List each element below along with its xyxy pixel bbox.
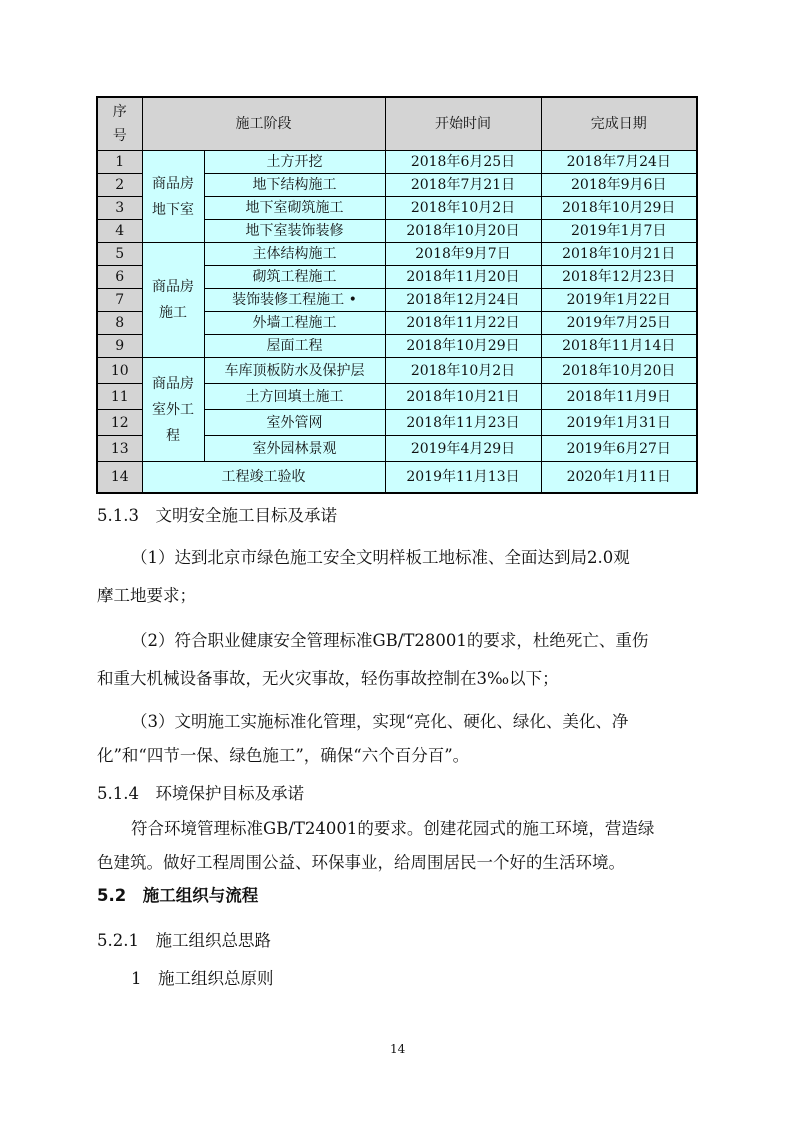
end-date: 2018年10月29日	[541, 197, 697, 220]
table-row	[97, 243, 697, 266]
row-number: 1	[97, 151, 142, 174]
end-date: 2019年7月25日	[541, 312, 697, 335]
paragraph: 化”和“四节一保、绿色施工”，确保“六个百分百”。	[97, 746, 470, 765]
group-cell: 商品房室外工程	[142, 358, 204, 462]
row-number: 4	[97, 220, 142, 243]
header-stage: 施工阶段	[142, 97, 385, 151]
row-number: 2	[97, 174, 142, 197]
row-number: 14	[97, 462, 142, 494]
schedule-table	[96, 96, 698, 494]
start-date: 2018年6月25日	[385, 151, 541, 174]
section-5-2: 5.2 施工组织与流程	[97, 886, 259, 905]
stage-cell: 地下室砌筑施工	[204, 197, 385, 220]
stage-cell: 地下结构施工	[204, 174, 385, 197]
end-date: 2018年9月6日	[541, 174, 697, 197]
start-date: 2018年7月21日	[385, 174, 541, 197]
end-date: 2018年12月23日	[541, 266, 697, 289]
section-5-1-3: 5.1.3 文明安全施工目标及承诺	[97, 506, 337, 525]
row-number: 10	[97, 358, 142, 384]
paragraph: 和重大机械设备事故，无火灾事故，轻伤事故控制在3‰以下；	[97, 669, 559, 688]
paragraph: （3）文明施工实施标准化管理，实现“亮化、硬化、绿化、美化、净	[131, 712, 629, 731]
start-date: 2018年10月2日	[385, 358, 541, 384]
stage-cell: 外墙工程施工	[204, 312, 385, 335]
start-date: 2018年10月20日	[385, 220, 541, 243]
stage-cell: 车库顶板防水及保护层	[204, 358, 385, 384]
end-date: 2020年1月11日	[541, 462, 697, 494]
start-date: 2018年10月2日	[385, 197, 541, 220]
row-number: 13	[97, 436, 142, 462]
start-date: 2018年9月7日	[385, 243, 541, 266]
end-date: 2019年1月31日	[541, 410, 697, 436]
paragraph: 色建筑。做好工程周围公益、环保事业，给周围居民一个好的生活环境。	[97, 853, 625, 872]
row-number: 11	[97, 384, 142, 410]
header-start: 开始时间	[385, 97, 541, 151]
start-date: 2018年11月23日	[385, 410, 541, 436]
end-date: 2018年11月14日	[541, 335, 697, 358]
paragraph: （1）达到北京市绿色施工安全文明样板工地标准、全面达到局2.0观	[131, 548, 630, 567]
stage-cell: 室外园林景观	[204, 436, 385, 462]
header-index: 序号	[97, 97, 142, 151]
row-number: 7	[97, 289, 142, 312]
table-row	[97, 462, 697, 494]
stage-cell: 砌筑工程施工	[204, 266, 385, 289]
paragraph: 摩工地要求；	[97, 586, 196, 605]
end-date: 2019年6月27日	[541, 436, 697, 462]
row-number: 3	[97, 197, 142, 220]
stage-cell: 屋面工程	[204, 335, 385, 358]
section-5-1-4: 5.1.4 环境保护目标及承诺	[97, 784, 304, 803]
start-date: 2018年10月21日	[385, 384, 541, 410]
stage-cell: 地下室装饰装修	[204, 220, 385, 243]
start-date: 2018年10月29日	[385, 335, 541, 358]
table-header	[97, 97, 697, 151]
row-number: 5	[97, 243, 142, 266]
start-date: 2018年12月24日	[385, 289, 541, 312]
table-row	[97, 358, 697, 384]
start-date: 2018年11月22日	[385, 312, 541, 335]
end-date: 2019年1月22日	[541, 289, 697, 312]
end-date: 2018年7月24日	[541, 151, 697, 174]
header-end: 完成日期	[541, 97, 697, 151]
paragraph: 符合环境管理标准GB/T24001的要求。创建花园式的施工环境，营造绿	[131, 819, 655, 838]
stage-cell: 土方开挖	[204, 151, 385, 174]
stage-cell: 土方回填土施工	[204, 384, 385, 410]
end-date: 2019年1月7日	[541, 220, 697, 243]
stage-cell: 装饰装修工程施工 •	[204, 289, 385, 312]
row-number: 8	[97, 312, 142, 335]
page-number: 14	[390, 1042, 406, 1056]
row-number: 6	[97, 266, 142, 289]
end-date: 2018年10月21日	[541, 243, 697, 266]
group-cell: 商品房施工	[142, 243, 204, 358]
stage-cell: 工程竣工验收	[142, 462, 385, 494]
row-number: 12	[97, 410, 142, 436]
start-date: 2019年4月29日	[385, 436, 541, 462]
start-date: 2019年11月13日	[385, 462, 541, 494]
subsection-1: 1 施工组织总原则	[131, 969, 274, 988]
end-date: 2018年10月20日	[541, 358, 697, 384]
stage-cell: 室外管网	[204, 410, 385, 436]
table-row	[97, 151, 697, 174]
stage-cell: 主体结构施工	[204, 243, 385, 266]
group-cell: 商品房地下室	[142, 151, 204, 243]
start-date: 2018年11月20日	[385, 266, 541, 289]
section-5-2-1: 5.2.1 施工组织总思路	[97, 931, 271, 950]
row-number: 9	[97, 335, 142, 358]
paragraph: （2）符合职业健康安全管理标准GB/T28001的要求，杜绝死亡、重伤	[131, 631, 649, 650]
end-date: 2018年11月9日	[541, 384, 697, 410]
